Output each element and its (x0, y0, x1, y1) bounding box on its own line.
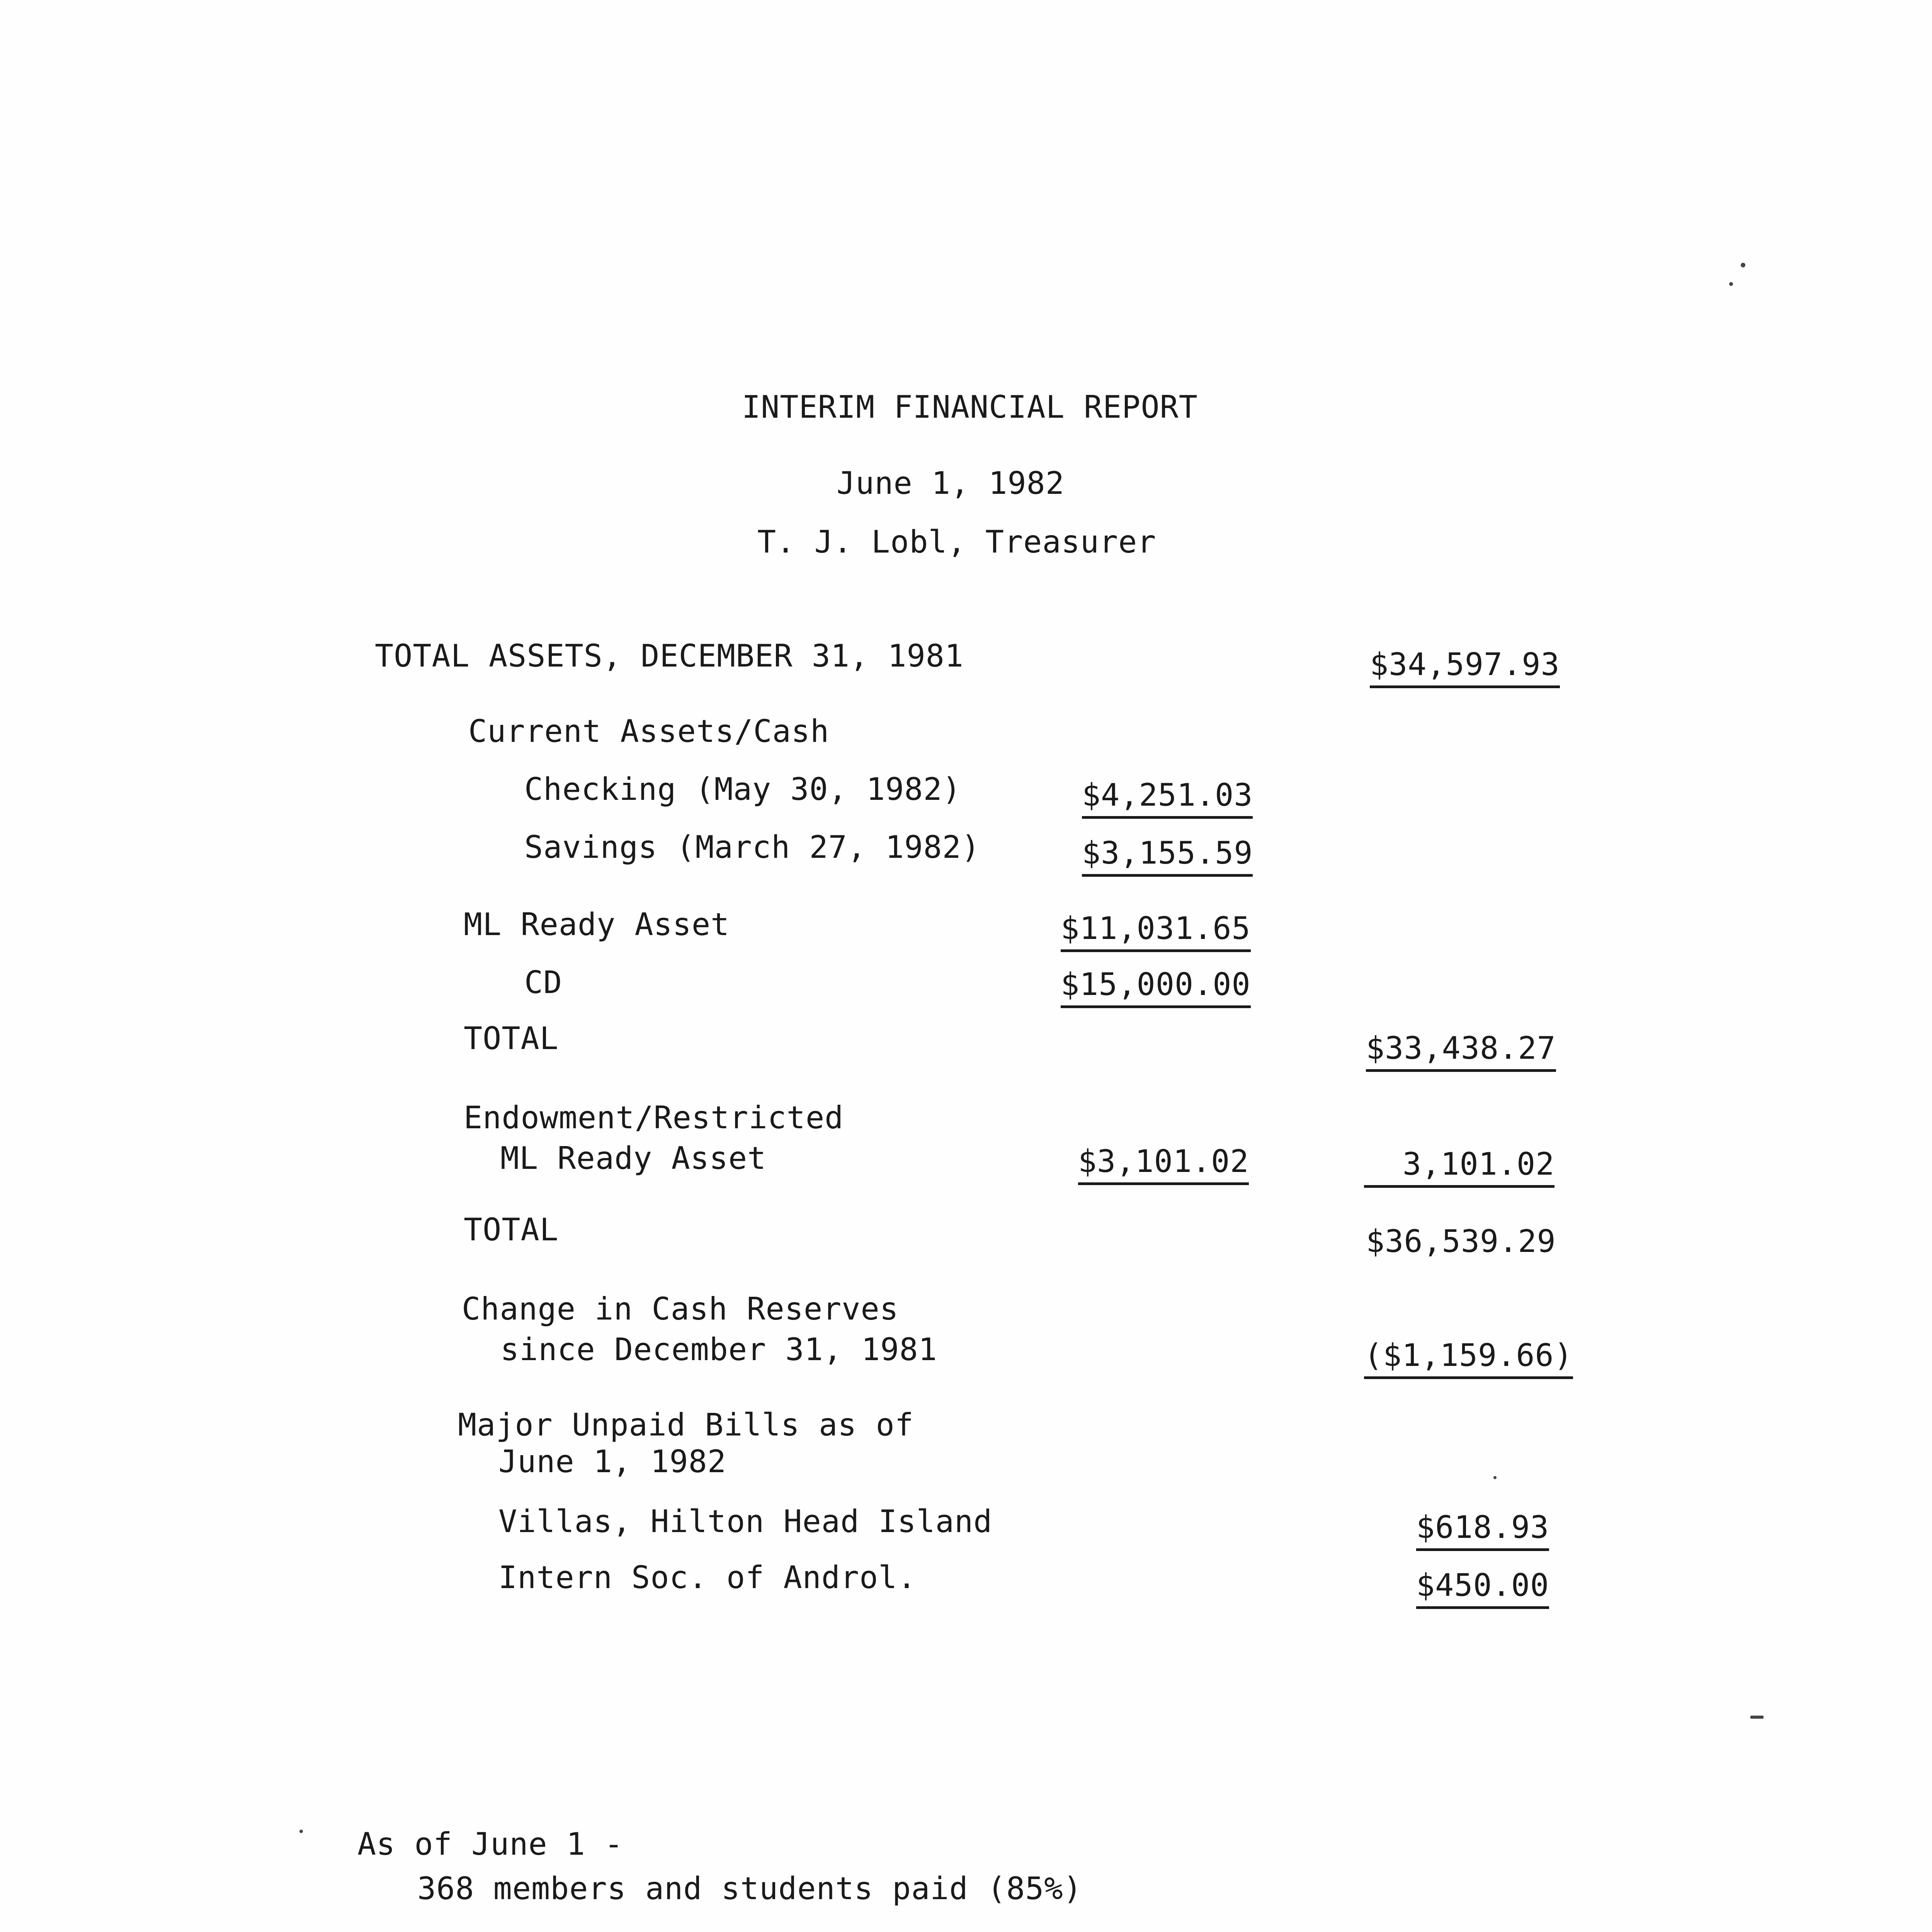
unpaid-sublabel: June 1, 1982 (498, 1444, 726, 1480)
unpaid-item-amount: $618.93 (1416, 1509, 1549, 1551)
report-date: June 1, 1982 (837, 465, 1065, 501)
scan-speck (1741, 263, 1745, 267)
total-2-amount: $36,539.29 (1366, 1223, 1556, 1259)
report-title: INTERIM FINANCIAL REPORT (742, 389, 1198, 425)
scan-speck (1729, 282, 1733, 286)
savings-label: Savings (March 27, 1982) (524, 829, 980, 865)
current-assets-label: Current Assets/Cash (468, 713, 830, 749)
total-assets-label: TOTAL ASSETS, DECEMBER 31, 1981 (375, 638, 964, 674)
scan-speck (299, 1830, 303, 1833)
savings-amount: $3,155.59 (1082, 835, 1253, 877)
checking-amount: $4,251.03 (1082, 777, 1253, 819)
unpaid-label: Major Unpaid Bills as of (458, 1407, 914, 1443)
total-1-label: TOTAL (464, 1020, 559, 1056)
footer-note-line-1: As of June 1 - (357, 1826, 624, 1862)
ml-ready-asset-amount: $11,031.65 (1061, 910, 1251, 952)
endowment-amount: $3,101.02 (1078, 1143, 1249, 1185)
unpaid-item-label: Intern Soc. of Androl. (498, 1560, 917, 1595)
scan-speck (1750, 1716, 1764, 1719)
footer-note-line-2: 368 members and students paid (85%) (417, 1871, 1082, 1906)
total-assets-amount: $34,597.93 (1370, 646, 1560, 688)
endowment-label: Endowment/Restricted (464, 1100, 844, 1136)
scan-speck (1493, 1476, 1497, 1479)
cd-amount: $15,000.00 (1061, 966, 1251, 1008)
change-sublabel: since December 31, 1981 (500, 1332, 937, 1367)
endowment-total-amount: 3,101.02 (1364, 1146, 1554, 1188)
unpaid-item-amount: $450.00 (1416, 1567, 1549, 1609)
cd-label: CD (524, 964, 563, 1000)
checking-label: Checking (May 30, 1982) (524, 771, 961, 807)
change-amount: ($1,159.66) (1364, 1337, 1573, 1379)
unpaid-item-label: Villas, Hilton Head Island (498, 1503, 993, 1539)
report-author: T. J. Lobl, Treasurer (757, 524, 1156, 560)
endowment-sublabel: ML Ready Asset (500, 1140, 767, 1176)
ml-ready-asset-label: ML Ready Asset (464, 906, 730, 942)
total-1-amount: $33,438.27 (1366, 1030, 1556, 1072)
change-label: Change in Cash Reserves (462, 1291, 899, 1327)
total-2-label: TOTAL (464, 1212, 559, 1248)
